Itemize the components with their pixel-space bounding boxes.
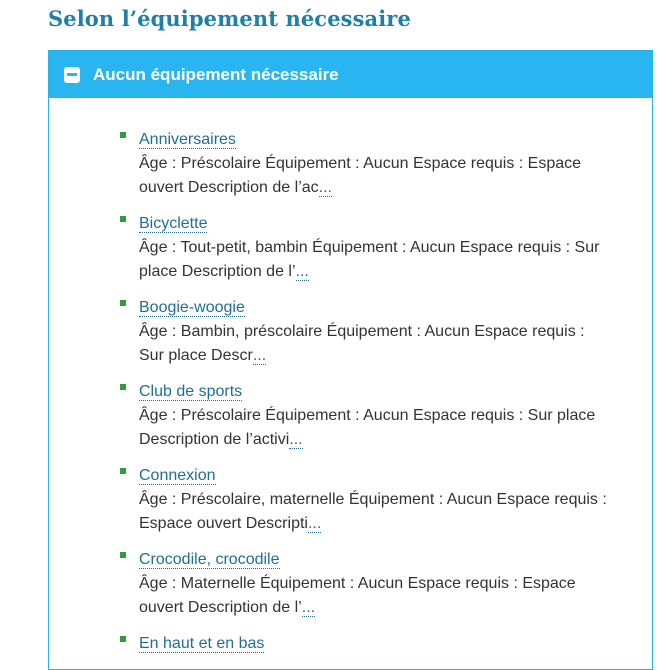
accordion-title[interactable]: Aucun équipement nécessaire xyxy=(93,64,339,84)
read-more-link[interactable]: ... xyxy=(289,431,303,448)
list-item xyxy=(139,464,612,536)
bullet-icon xyxy=(120,552,126,558)
list-item xyxy=(139,296,612,368)
activity-description: Âge : Préscolaire, maternelle Équipement : Aucun Espace requis : Espace ouvert Descripti xyxy=(139,491,607,532)
activity-list xyxy=(49,98,652,656)
accordion-panel xyxy=(48,50,653,670)
activity-link[interactable]: Club de sports xyxy=(139,383,243,400)
bullet-icon xyxy=(120,468,126,474)
activity-description: Âge : Bambin, préscolaire Équipement : Aucun Espace requis : Sur place Descr xyxy=(139,323,585,364)
list-item xyxy=(139,128,612,200)
read-more-link[interactable]: ... xyxy=(307,515,322,532)
activity-link[interactable]: Anniversaires xyxy=(139,131,236,148)
accordion-header[interactable] xyxy=(49,51,652,98)
activity-link[interactable]: Bicyclette xyxy=(139,215,208,232)
activity-description: Âge : Préscolaire Équipement : Aucun Espace requis : Sur place Description de l’activi xyxy=(139,407,596,448)
activity-link[interactable]: Connexion xyxy=(139,467,216,484)
read-more-link[interactable]: ... xyxy=(301,599,316,616)
bullet-icon xyxy=(120,216,126,222)
bullet-icon xyxy=(120,384,126,390)
read-more-link[interactable]: ... xyxy=(318,179,332,196)
activity-link[interactable]: Crocodile, crocodile xyxy=(139,551,280,568)
activity-link[interactable]: Boogie-woogie xyxy=(139,299,245,316)
list-item xyxy=(139,380,612,452)
collapse-minus-icon[interactable] xyxy=(64,67,80,83)
activity-description: Âge : Maternelle Équipement : Aucun Espace requis : Espace ouvert Description de l’ xyxy=(139,575,576,616)
bullet-icon xyxy=(120,300,126,306)
activity-description: Âge : Tout-petit, bambin Équipement : Aucun Espace requis : Sur place Description de l’ xyxy=(139,239,600,280)
read-more-link[interactable]: ... xyxy=(295,263,309,280)
activity-description: Âge : Préscolaire Équipement : Aucun Espace requis : Espace ouvert Description de l’ac xyxy=(139,155,582,196)
list-item xyxy=(139,548,612,620)
bullet-icon xyxy=(120,132,126,138)
bullet-icon xyxy=(120,636,126,642)
list-item xyxy=(139,632,612,656)
activity-link[interactable]: En haut et en bas xyxy=(139,635,265,652)
read-more-link[interactable]: ... xyxy=(252,347,267,364)
list-item xyxy=(139,212,612,284)
section-title: Selon l’équipement nécessaire xyxy=(48,6,411,31)
